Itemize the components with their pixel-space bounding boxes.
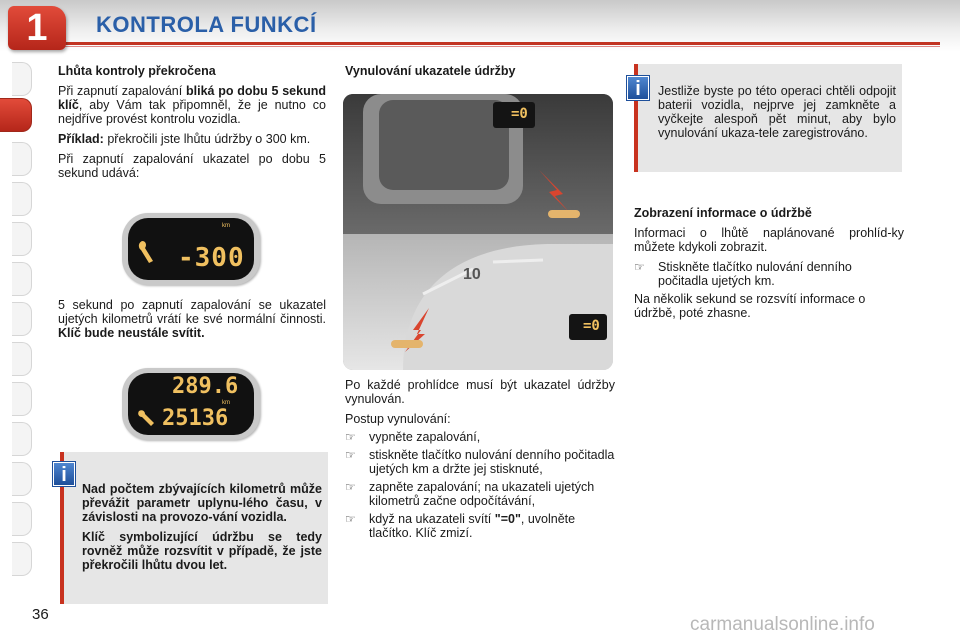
cluster-display-bottom: =0	[583, 318, 600, 334]
bullet-icon: ☞	[634, 260, 645, 274]
paragraph	[58, 84, 326, 126]
paragraph: Na několik sekund se rozsvítí informace o údržbě, poté zhasne.	[634, 292, 866, 320]
header-rule-thin	[60, 46, 940, 47]
middle-column	[345, 378, 615, 544]
list-item	[345, 480, 615, 508]
paragraph	[58, 298, 326, 340]
paragraph: Při zapnutí zapalování ukazatel po dobu 5 sekund udává:	[58, 152, 326, 180]
section-heading: Lhůta kontroly překročena	[58, 64, 216, 78]
chapter-badge: 1	[8, 6, 66, 50]
text: překročili jste lhůtu údržby o 300 km.	[103, 132, 311, 146]
paragraph: Postup vynulování:	[345, 412, 451, 426]
paragraph: Po každé prohlídce musí být ukazatel údržby vynulován.	[345, 378, 615, 406]
list-item	[634, 260, 904, 288]
display-unit: km	[222, 400, 230, 406]
odometer-display-normal	[122, 368, 260, 440]
info-icon: i	[627, 76, 649, 100]
gauge-number: 10	[463, 266, 481, 283]
chapter-tab[interactable]	[12, 302, 32, 336]
watermark: carmanualsonline.info	[690, 614, 875, 635]
bold-text: Klíč bude neustále svítit.	[58, 326, 205, 340]
section-heading: Vynulování ukazatele údržby	[345, 64, 516, 78]
header-rule	[60, 42, 940, 45]
left-column	[58, 64, 326, 186]
display-unit: km	[222, 223, 230, 229]
list-item	[345, 430, 615, 444]
wrench-icon	[136, 408, 156, 428]
list-item-text: Stiskněte tlačítko nulování denního počitadla ujetých km.	[658, 260, 852, 288]
odometer-display-warning	[122, 213, 260, 285]
list-item-text: vypněte zapalování,	[369, 430, 481, 444]
info-box-left-text	[82, 482, 322, 572]
middle-heading-block	[345, 64, 613, 84]
bullet-icon: ☞	[345, 480, 356, 494]
trip-value: 289.6	[172, 374, 239, 399]
paragraph: Informaci o lhůtě naplánované prohlíd-ky můžete kdykoli zobrazit.	[634, 226, 904, 254]
chapter-tab[interactable]	[12, 62, 32, 96]
list-item-text: stiskněte tlačítko nulování denního počitadla ujetých km a držte jej stisknuté,	[369, 448, 615, 476]
bullet-icon: ☞	[345, 512, 356, 526]
chapter-tab[interactable]	[12, 542, 32, 576]
text: 5 sekund po zapnutí zapalování se ukazatel ujetých kilometrů vrátí ke své normální činnosti.	[58, 298, 326, 326]
chapter-tab[interactable]	[12, 142, 32, 176]
info-icon: i	[53, 462, 75, 486]
list-item-text	[369, 512, 615, 540]
chapter-tab[interactable]	[12, 182, 32, 216]
instrument-cluster-drawing	[343, 94, 613, 370]
list-item-text: zapněte zapalování; na ukazateli ujetých kilometrů začne odpočítávání,	[369, 480, 595, 508]
paragraph	[58, 132, 326, 146]
chapter-tab[interactable]	[12, 462, 32, 496]
text: když na ukazateli svítí	[369, 512, 495, 526]
wrench-icon	[136, 239, 158, 265]
text: , aby Vám tak připomněl, že je nutno co nejdříve provést kontrolu vozidla.	[58, 98, 326, 126]
bold-text: bliká po dobu 5 sekund klíč	[58, 84, 326, 112]
page-title: KONTROLA FUNKCÍ	[96, 12, 317, 37]
instrument-cluster-photo	[343, 94, 613, 370]
chapter-tab[interactable]	[12, 382, 32, 416]
bold-text: "=0"	[494, 512, 521, 526]
left-column-lower	[58, 298, 326, 346]
chapter-tab-active[interactable]	[0, 98, 32, 132]
chapter-tab[interactable]	[12, 502, 32, 536]
list-item	[345, 512, 615, 540]
display-value: -300	[178, 243, 245, 273]
text: , uvolněte tlačítko. Klíč zmizí.	[369, 512, 576, 540]
page-header	[0, 0, 960, 60]
right-column	[634, 206, 904, 326]
list-item	[345, 448, 615, 476]
info-box-right-text: Jestliže byste po této operaci chtěli odpojit baterii vozidla, nejprve jej zamkněte a vyčkejte alespoň pět minut, aby bylo vynulování ukaza-tele zaregistrováno.	[658, 84, 896, 140]
page-number: 36	[32, 606, 49, 623]
bullet-icon: ☞	[345, 448, 356, 462]
section-heading: Zobrazení informace o údržbě	[634, 206, 812, 220]
total-value: 25136	[162, 406, 229, 431]
chapter-tab[interactable]	[12, 262, 32, 296]
paragraph: Klíč symbolizující údržbu se tedy rovněž může rozsvítit v případě, že jste překročili lhůtu dvou let.	[82, 530, 322, 572]
bullet-icon: ☞	[345, 430, 356, 444]
text: Při zapnutí zapalování	[58, 84, 186, 98]
paragraph: Nad počtem zbývajících kilometrů může převážit parametr uplynu-lého času, v závislosti na provozo-vání vozidla.	[82, 482, 322, 524]
chapter-tab[interactable]	[12, 222, 32, 256]
cluster-display-top: =0	[511, 106, 528, 122]
bold-text: Příklad:	[58, 132, 104, 146]
chapter-tab[interactable]	[12, 342, 32, 376]
chapter-tabs	[0, 62, 34, 582]
chapter-tab[interactable]	[12, 422, 32, 456]
